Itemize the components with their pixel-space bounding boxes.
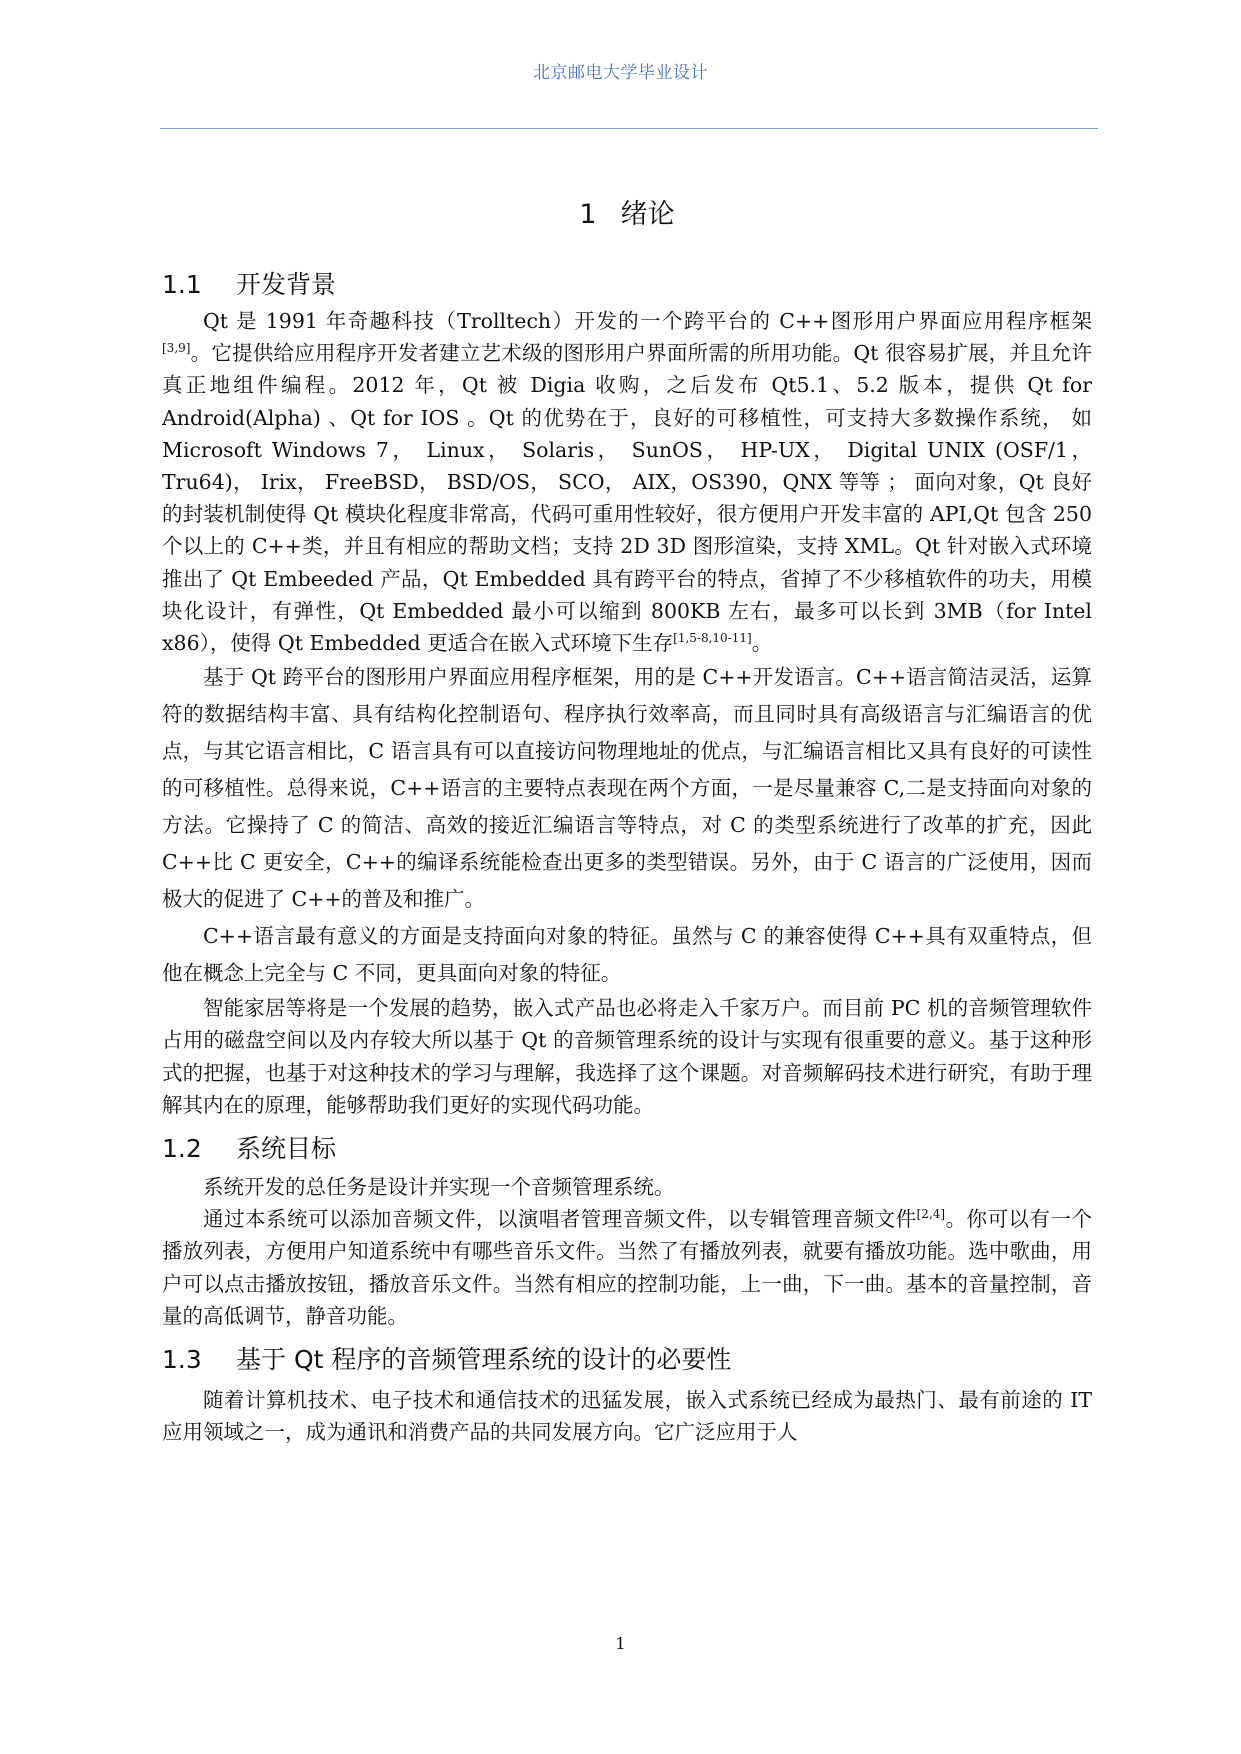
paragraph: 系统开发的总任务是设计并实现一个音频管理系统。 bbox=[203, 1175, 675, 1200]
body-block bbox=[162, 192, 1092, 1448]
paragraph: Qt 是 1991 年奇趣科技（Trolltech）开发的一个跨平台的 C++图形用户界面应用程序框架[3,9]。它提供给应用程序开发者建立艺术级的图形用户界面所需的所用功能。Qt 很容易扩展，并且允许真正地组件编程。2012 年，Qt 被 Digia 收购，之后发布 Qt5.1、5.2 版本，提供 Qt for Android(Alpha) 、Qt for IOS 。Qt 的优势在于，良好的可移植性，可支持大多数操作系统， 如 Microsoft Windows 7， Linux， Solaris， SunOS， HP-UX， Digital UNIX (OSF/1， Tru64)， Irix， FreeBSD， BSD/OS， SCO， AIX，OS390，QNX 等等 ； 面向对象，Qt 良好的封装机制使得 Qt 模块化程度非常高，代码可重用性较好，很方便用户开发丰富的 API,Qt 包含 250 个以上的 C++类，并且有相应的帮助文档；支持 2D 3D 图形渲染，支持 XML。Qt 针对嵌入式环境推出了 Qt Embeeded 产品，Qt Embedded 具有跨平台的特点，省掉了不少移植软件的功夫，用模块化设计，有弹性，Qt Embedded 最小可以缩到 800KB 左右，最多可以长到 3MB（for Intel x86），使得 Qt Embedded 更适合在嵌入式环境下生存[1,5-8,10-11]。 bbox=[162, 309, 1092, 656]
citation: [1,5-8,10-11] bbox=[673, 631, 752, 646]
section-title: 开发背景 bbox=[236, 270, 337, 299]
header-rule bbox=[160, 128, 1098, 129]
chapter-number: 1 bbox=[579, 199, 597, 230]
paragraph: 随着计算机技术、电子技术和通信技术的迅猛发展，嵌入式系统已经成为最热门、最有前途的 IT 应用领域之一，成为通讯和消费产品的共同发展方向。它广泛应用于人 bbox=[162, 1388, 1092, 1445]
chapter-title-text: 绪论 bbox=[620, 199, 675, 230]
running-header: 北京邮电大学毕业设计 bbox=[533, 63, 708, 83]
paragraph: 基于 Qt 跨平台的图形用户界面应用程序框架，用的是 C++开发语言。C++语言简洁灵活，运算符的数据结构丰富、具有结构化控制语句、程序执行效率高，而且同时具有高级语言与汇编语言的优点，与其它语言相比，C 语言具有可以直接访问物理地址的优点，与汇编语言相比又具有良好的可读性的可移植性。总得来说，C++语言的主要特点表现在两个方面，一是尽量兼容 C,二是支持面向对象的方法。它操持了 C 的简洁、高效的接近汇编语言等特点，对 C 的类型系统进行了改革的扩充，因此 C++比 C 更安全，C++的编译系统能检查出更多的类型错误。另外，由于 C 语言的广泛使用，因而极大的促进了 C++的普及和推广。 bbox=[162, 665, 1092, 912]
section-number: 1.2 bbox=[162, 1134, 202, 1164]
page-number: 1 bbox=[615, 1634, 626, 1653]
section-title: 基于 Qt 程序的音频管理系统的设计的必要性 bbox=[236, 1345, 732, 1375]
section-heading-1-2 bbox=[162, 1129, 1092, 1165]
section-number: 1.3 bbox=[162, 1345, 202, 1375]
citation: [2,4] bbox=[916, 1207, 946, 1222]
chapter-title bbox=[162, 192, 1092, 231]
paragraph: 通过本系统可以添加音频文件，以演唱者管理音频文件，以专辑管理音频文件[2,4]。你可以有一个播放列表，方便用户知道系统中有哪些音乐文件。当然了有播放列表，就要有播放功能。选中歌曲，用户可以点击播放按钮，播放音乐文件。当然有相应的控制功能，上一曲，下一曲。基本的音量控制，音量的高低调节，静音功能。 bbox=[162, 1207, 1093, 1328]
paragraph: 智能家居等将是一个发展的趋势，嵌入式产品也必将走入千家万户。而目前 PC 机的音频管理软件占用的磁盘空间以及内存较大所以基于 Qt 的音频管理系统的设计与实现有很重要的意义。基于这种形式的把握，也基于对这种技术的学习与理解，我选择了这个课题。对音频解码技术进行研究，有助于理解其内在的原理，能够帮助我们更好的实现代码功能。 bbox=[162, 996, 1092, 1117]
section-heading-1-3 bbox=[162, 1340, 1092, 1376]
section-heading-1-1 bbox=[162, 265, 1092, 301]
citation: [3,9] bbox=[162, 341, 191, 356]
section-title: 系统目标 bbox=[236, 1134, 337, 1164]
section-number: 1.1 bbox=[162, 270, 202, 299]
paragraph: C++语言最有意义的方面是支持面向对象的特征。虽然与 C 的兼容使得 C++具有双重特点，但他在概念上完全与 C 不同，更具面向对象的特征。 bbox=[162, 924, 1092, 986]
